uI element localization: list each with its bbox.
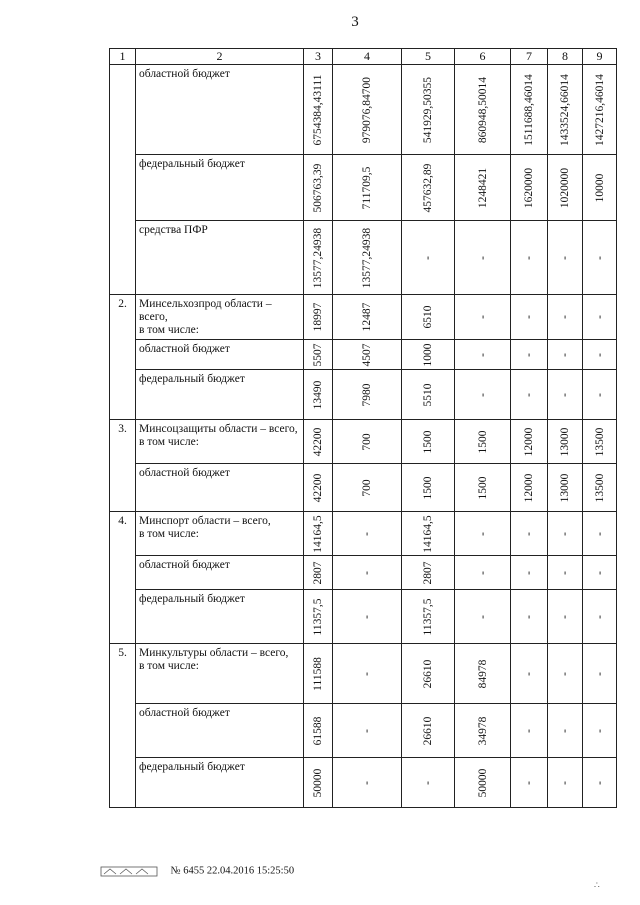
row-label: Минкультуры области – всего, в том числе: xyxy=(136,644,304,704)
value-cell xyxy=(304,704,333,758)
value-cell xyxy=(548,65,583,155)
table-row xyxy=(110,758,617,808)
value-cell xyxy=(511,65,548,155)
value-cell xyxy=(333,644,402,704)
value-text: 2807 xyxy=(422,561,434,584)
value-text: - xyxy=(523,728,535,733)
row-label: федеральный бюджет xyxy=(136,758,304,808)
row-number: 3. xyxy=(110,420,136,512)
value-cell xyxy=(455,370,511,420)
value-cell xyxy=(304,65,333,155)
value-text: - xyxy=(523,352,535,357)
row-number: 5. xyxy=(110,644,136,808)
value-cell xyxy=(333,370,402,420)
header-cell: 8 xyxy=(548,49,583,65)
value-text: 12487 xyxy=(361,302,373,332)
value-text: 13500 xyxy=(593,473,606,502)
value-cell xyxy=(511,464,548,512)
value-text: - xyxy=(476,614,489,619)
row-label: федеральный бюджет xyxy=(136,155,304,221)
header-cell: 6 xyxy=(455,49,511,65)
value-text: 18997 xyxy=(312,302,324,332)
value-cell xyxy=(402,65,455,155)
value-text: - xyxy=(361,570,373,575)
page-number: 3 xyxy=(351,14,359,30)
value-cell xyxy=(548,370,583,420)
value-cell xyxy=(455,644,511,704)
value-text: - xyxy=(593,255,606,260)
value-cell xyxy=(304,464,333,512)
value-cell xyxy=(402,704,455,758)
value-cell xyxy=(548,590,583,644)
value-cell xyxy=(511,340,548,370)
value-cell xyxy=(402,512,455,556)
value-cell xyxy=(333,512,402,556)
value-text: - xyxy=(523,255,535,260)
table-row xyxy=(110,155,617,221)
value-cell xyxy=(304,155,333,221)
value-text: 1427216,46014 xyxy=(593,73,606,146)
value-cell xyxy=(583,512,617,556)
header-cell: 7 xyxy=(511,49,548,65)
value-text: - xyxy=(559,255,571,260)
value-cell xyxy=(402,590,455,644)
value-text: - xyxy=(559,570,571,575)
value-cell xyxy=(548,556,583,590)
value-cell xyxy=(511,420,548,464)
value-cell xyxy=(548,340,583,370)
value-text: 506763,39 xyxy=(312,163,324,212)
value-cell xyxy=(304,370,333,420)
value-cell xyxy=(548,221,583,295)
row-label: Минспорт области – всего, в том числе: xyxy=(136,512,304,556)
footer xyxy=(100,865,294,877)
value-text: 11357,5 xyxy=(312,598,324,635)
value-text: - xyxy=(593,614,606,619)
value-text: 711709,5 xyxy=(361,166,373,209)
value-text: 979076,84700 xyxy=(361,76,373,143)
value-cell xyxy=(455,155,511,221)
value-cell xyxy=(402,340,455,370)
value-cell xyxy=(511,556,548,590)
value-text: 1500 xyxy=(422,430,434,453)
row-label: федеральный бюджет xyxy=(136,590,304,644)
value-cell xyxy=(402,758,455,808)
value-text: 61588 xyxy=(312,716,324,745)
value-cell xyxy=(333,556,402,590)
value-cell xyxy=(455,464,511,512)
value-text: 13000 xyxy=(559,473,571,502)
value-cell xyxy=(548,644,583,704)
value-cell xyxy=(402,556,455,590)
row-label: средства ПФР xyxy=(136,221,304,295)
value-text: 34978 xyxy=(476,716,489,745)
value-cell xyxy=(583,464,617,512)
table-row xyxy=(110,704,617,758)
value-text: 13000 xyxy=(559,427,571,456)
value-cell xyxy=(511,155,548,221)
value-cell xyxy=(511,512,548,556)
value-text: 6510 xyxy=(422,305,434,329)
value-text: - xyxy=(559,531,571,536)
value-cell xyxy=(333,340,402,370)
value-cell xyxy=(583,758,617,808)
row-number xyxy=(110,65,136,295)
value-cell xyxy=(583,340,617,370)
value-text: 860948,50014 xyxy=(476,76,489,143)
value-cell xyxy=(333,590,402,644)
value-text: 1511688,46014 xyxy=(523,73,535,146)
value-cell xyxy=(548,758,583,808)
value-text: 700 xyxy=(361,432,373,451)
value-text: 13577,24938 xyxy=(361,227,373,288)
value-text: 1433524,66014 xyxy=(559,73,571,146)
value-cell xyxy=(455,340,511,370)
value-cell xyxy=(511,370,548,420)
table-row xyxy=(110,370,617,420)
value-cell xyxy=(511,295,548,340)
value-text: 1500 xyxy=(476,476,489,499)
value-text: 1500 xyxy=(422,476,434,499)
value-cell xyxy=(304,556,333,590)
value-text: 5510 xyxy=(422,383,434,406)
value-text: - xyxy=(593,352,606,357)
value-cell xyxy=(583,65,617,155)
value-text: 84978 xyxy=(476,659,489,688)
value-cell xyxy=(583,295,617,340)
row-number: 4. xyxy=(110,512,136,644)
value-cell xyxy=(304,644,333,704)
value-cell xyxy=(333,65,402,155)
value-text: 13500 xyxy=(593,427,606,456)
value-text: 5507 xyxy=(312,343,324,366)
value-cell xyxy=(583,590,617,644)
value-cell xyxy=(455,65,511,155)
corner-mark: ∴ xyxy=(594,880,600,890)
value-cell xyxy=(583,155,617,221)
row-label: областной бюджет xyxy=(136,704,304,758)
value-cell xyxy=(304,512,333,556)
value-text: 2807 xyxy=(312,561,324,584)
value-text: 13577,24938 xyxy=(312,227,324,288)
value-text: 1020000 xyxy=(559,167,571,208)
value-cell xyxy=(402,644,455,704)
value-text: 50000 xyxy=(476,768,489,797)
value-text: - xyxy=(476,255,489,260)
value-cell xyxy=(304,758,333,808)
value-cell xyxy=(455,420,511,464)
value-text: 1500 xyxy=(476,430,489,453)
value-text: 457632,89 xyxy=(422,163,434,212)
value-text: - xyxy=(559,315,571,319)
value-text: - xyxy=(523,315,535,319)
value-text: 12000 xyxy=(523,473,535,502)
value-cell xyxy=(583,370,617,420)
value-text: - xyxy=(361,614,373,619)
value-text: - xyxy=(593,671,606,676)
value-cell xyxy=(583,556,617,590)
value-text: - xyxy=(361,531,373,536)
value-text: - xyxy=(523,780,535,785)
value-text: 700 xyxy=(361,478,373,497)
value-cell xyxy=(511,704,548,758)
value-text: - xyxy=(422,780,434,785)
value-text: 50000 xyxy=(312,768,324,797)
value-cell xyxy=(583,704,617,758)
row-label: областной бюджет xyxy=(136,556,304,590)
value-cell xyxy=(304,295,333,340)
row-label: Минсельхозпрод области – всего, в том числе: xyxy=(136,295,304,340)
value-cell xyxy=(548,295,583,340)
row-number: 2. xyxy=(110,295,136,420)
value-cell xyxy=(583,644,617,704)
value-cell xyxy=(511,644,548,704)
value-text: - xyxy=(559,352,571,357)
value-text: - xyxy=(422,255,434,260)
value-text: 7980 xyxy=(361,383,373,406)
table-row xyxy=(110,512,617,556)
value-cell xyxy=(548,464,583,512)
value-cell xyxy=(333,758,402,808)
value-text: 11357,5 xyxy=(422,598,434,635)
value-cell xyxy=(548,420,583,464)
value-cell xyxy=(511,590,548,644)
value-cell xyxy=(455,758,511,808)
value-cell xyxy=(511,758,548,808)
value-text: - xyxy=(593,780,606,785)
value-cell xyxy=(333,221,402,295)
header-cell: 2 xyxy=(136,49,304,65)
row-label: областной бюджет xyxy=(136,464,304,512)
value-text: - xyxy=(593,315,606,319)
table-row xyxy=(110,65,617,155)
value-cell xyxy=(333,464,402,512)
value-text: - xyxy=(476,392,489,397)
value-text: - xyxy=(476,315,489,319)
value-cell xyxy=(548,155,583,221)
value-cell xyxy=(455,295,511,340)
value-text: - xyxy=(476,570,489,575)
header-cell: 3 xyxy=(304,49,333,65)
value-text: 111588 xyxy=(312,656,324,691)
value-cell xyxy=(402,420,455,464)
row-label: областной бюджет xyxy=(136,65,304,155)
value-text: 1620000 xyxy=(523,167,535,208)
value-cell xyxy=(402,464,455,512)
value-text: 26610 xyxy=(422,716,434,745)
value-text: - xyxy=(559,671,571,676)
value-cell xyxy=(455,704,511,758)
value-cell xyxy=(455,556,511,590)
value-text: 14164,5 xyxy=(312,514,324,553)
value-text: 10000 xyxy=(593,173,606,202)
value-cell xyxy=(333,420,402,464)
value-text: 26610 xyxy=(422,659,434,688)
value-text: 13490 xyxy=(312,380,324,409)
value-cell xyxy=(402,155,455,221)
value-text: - xyxy=(559,780,571,785)
table-row xyxy=(110,590,617,644)
table-row xyxy=(110,340,617,370)
value-text: - xyxy=(361,671,373,676)
value-text: - xyxy=(361,780,373,785)
value-text: - xyxy=(593,392,606,397)
value-text: 1000 xyxy=(422,343,434,366)
value-cell xyxy=(333,704,402,758)
value-cell xyxy=(304,340,333,370)
value-text: - xyxy=(523,531,535,536)
value-text: - xyxy=(559,728,571,733)
value-text: - xyxy=(523,671,535,676)
value-text: - xyxy=(593,570,606,575)
value-cell xyxy=(304,420,333,464)
value-cell xyxy=(548,704,583,758)
table-row xyxy=(110,644,617,704)
value-cell xyxy=(402,221,455,295)
table-row xyxy=(110,420,617,464)
value-text: 541929,50355 xyxy=(422,76,434,143)
value-cell xyxy=(333,155,402,221)
row-label: Минсоцзащиты области – всего, в том числе: xyxy=(136,420,304,464)
budget-table xyxy=(109,48,617,808)
value-text: 12000 xyxy=(523,427,535,456)
row-label: федеральный бюджет xyxy=(136,370,304,420)
footer-registration: № 6455 22.04.2016 15:25:50 xyxy=(170,865,295,877)
value-text: 42200 xyxy=(312,473,324,502)
value-text: - xyxy=(476,352,489,357)
value-cell xyxy=(402,370,455,420)
value-text: 6754384,43111 xyxy=(312,73,324,146)
table-row xyxy=(110,464,617,512)
value-text: - xyxy=(523,392,535,397)
value-text: 14164,5 xyxy=(422,514,434,553)
value-text: 1248421 xyxy=(476,167,489,208)
row-label: областной бюджет xyxy=(136,340,304,370)
value-cell xyxy=(583,221,617,295)
value-text: - xyxy=(593,531,606,536)
value-cell xyxy=(304,590,333,644)
value-cell xyxy=(455,221,511,295)
value-text: 42200 xyxy=(312,427,324,456)
value-text: - xyxy=(523,570,535,575)
value-cell xyxy=(304,221,333,295)
value-text: - xyxy=(593,728,606,733)
header-cell: 4 xyxy=(333,49,402,65)
value-cell xyxy=(402,295,455,340)
value-text: - xyxy=(361,728,373,733)
value-text: - xyxy=(476,531,489,536)
value-cell xyxy=(455,512,511,556)
value-cell xyxy=(548,512,583,556)
header-row xyxy=(110,49,617,65)
value-text: 4507 xyxy=(361,343,373,366)
header-cell: 9 xyxy=(583,49,617,65)
value-cell xyxy=(333,295,402,340)
value-text: - xyxy=(523,614,535,619)
value-text: - xyxy=(559,392,571,397)
table-row xyxy=(110,221,617,295)
header-cell: 1 xyxy=(110,49,136,65)
header-cell: 5 xyxy=(402,49,455,65)
table-row xyxy=(110,556,617,590)
value-cell xyxy=(511,221,548,295)
value-cell xyxy=(583,420,617,464)
value-text: - xyxy=(559,614,571,619)
table-row xyxy=(110,295,617,340)
stamp-icon xyxy=(100,865,158,877)
value-cell xyxy=(455,590,511,644)
